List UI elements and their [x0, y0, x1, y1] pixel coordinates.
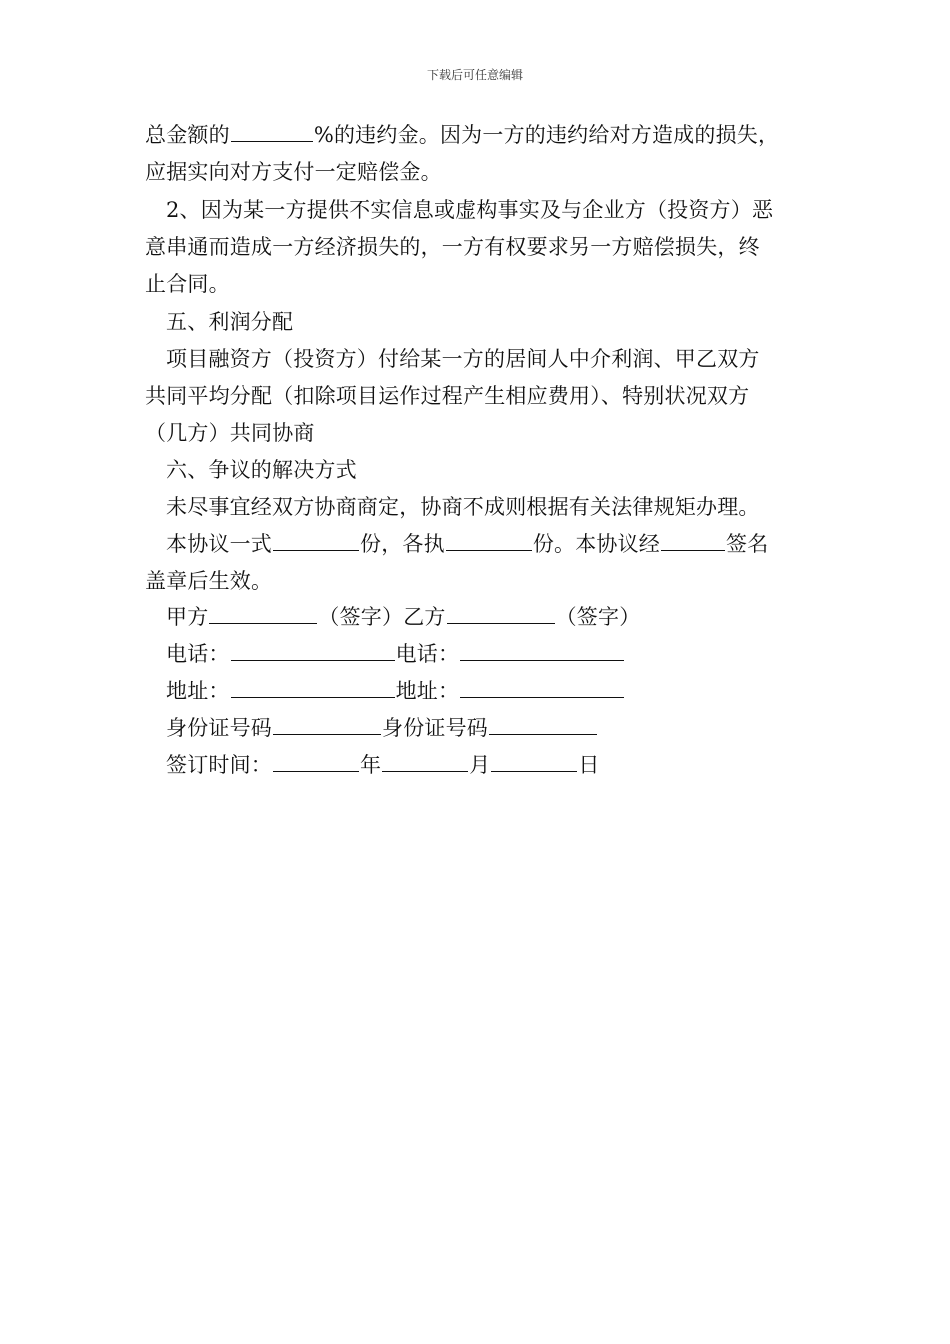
clause-2-line-2: 意串通而造成一方经济损失的，一方有权要求另一方赔偿损失，终 — [145, 235, 760, 259]
section-5-line-2: 共同平均分配（扣除项目运作过程产生相应费用）、特别状况双方 — [145, 384, 750, 408]
clause-2-line-3: 止合同。 — [145, 272, 230, 296]
blank-party-a-id[interactable] — [273, 714, 381, 735]
blank-penalty-percent[interactable] — [231, 121, 313, 142]
blank-copies-each[interactable] — [446, 530, 532, 551]
blank-party-b-address[interactable] — [460, 677, 624, 698]
signature-line: 甲方 （签字）乙方 （签字） — [166, 605, 641, 629]
phone-line: 电话： 电话： — [166, 639, 625, 669]
section-6-line-1: 未尽事宜经双方协商商定，协商不成则根据有关法律规矩办理。 — [166, 495, 760, 519]
text-line-2: 应据实向对方支付一定赔偿金。 — [145, 160, 442, 184]
section-5-line-1: 项目融资方（投资方）付给某一方的居间人中介利润、甲乙双方 — [166, 347, 760, 371]
signing-date-line: 签订时间： 年 月 日 — [166, 753, 600, 777]
blank-signer[interactable] — [661, 530, 725, 551]
blank-day[interactable] — [491, 751, 577, 772]
blank-month[interactable] — [382, 751, 468, 772]
blank-year[interactable] — [273, 751, 359, 772]
clause-2-line-1: 2、因为某一方提供不实信息或虚构事实及与企业方（投资方）恶 — [166, 198, 774, 222]
blank-copies-total[interactable] — [273, 530, 359, 551]
section-6-heading: 六、争议的解决方式 — [166, 458, 357, 482]
copies-line: 本协议一式 份，各执 份。本协议经 签名 — [166, 532, 769, 556]
blank-party-b-phone[interactable] — [460, 640, 624, 661]
blank-party-a-address[interactable] — [231, 677, 395, 698]
blank-party-b-signature[interactable] — [447, 603, 555, 624]
section-5-line-3: （几方）共同协商 — [145, 421, 315, 445]
page-header: 下载后可任意编辑 — [426, 68, 523, 82]
id-number-line: 身份证号码 身份证号码 — [166, 713, 598, 743]
text-line-1: 总金额的 %的违约金。因为一方的违约给对方造成的损失， — [145, 123, 780, 147]
effective-line: 盖章后生效。 — [145, 569, 273, 593]
section-5-heading: 五、利润分配 — [166, 310, 294, 334]
blank-party-a-signature[interactable] — [209, 603, 317, 624]
blank-party-a-phone[interactable] — [231, 640, 395, 661]
address-line: 地址： 地址： — [166, 676, 625, 706]
blank-party-b-id[interactable] — [489, 714, 597, 735]
